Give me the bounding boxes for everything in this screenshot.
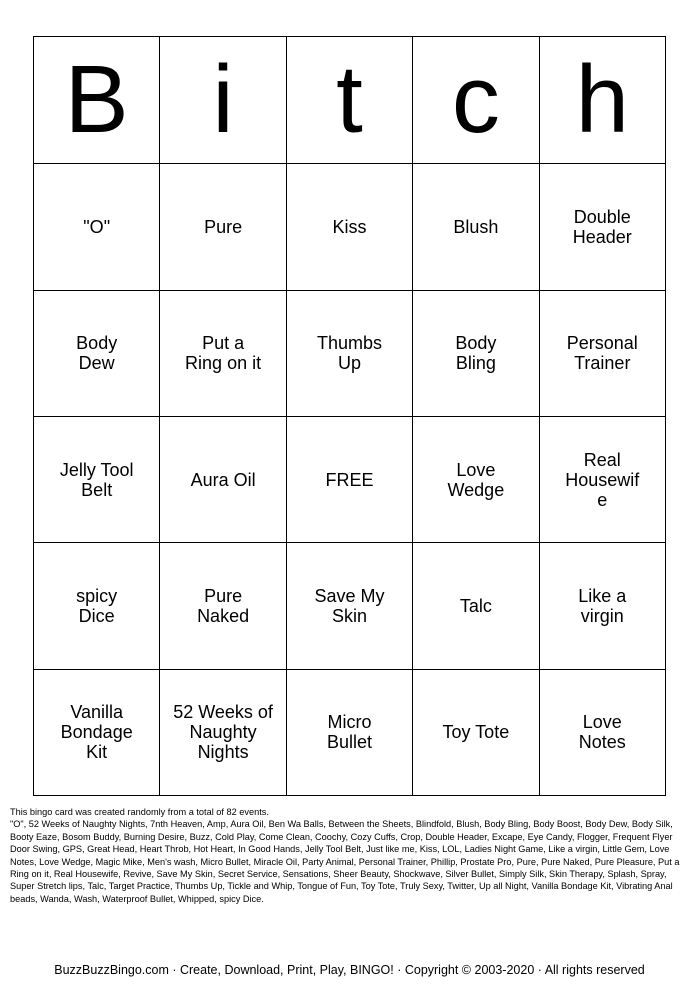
cell-label: Double Header [572,206,632,247]
cell-label: Toy Tote [442,722,510,743]
grid-cell [539,543,665,669]
cell-label: Real Housewife [565,449,640,510]
grid-cell [413,669,539,795]
cell-label: Love Wedge [447,459,505,500]
grid-cell [539,164,665,290]
cell-label: FREE [325,469,374,490]
header-letter-c: c [413,37,539,164]
cell-label: Vanilla Bondage Kit [60,702,133,763]
grid-row-3 [34,416,666,542]
cell-label: 52 Weeks of Naughty Nights [173,702,273,763]
grid-cell [160,164,286,290]
grid-cell [286,543,412,669]
header-letter-i: i [160,37,286,164]
events-info [10,806,690,905]
grid-cell [413,164,539,290]
grid-cell [160,669,286,795]
grid-cell [413,290,539,416]
grid-cell [539,290,665,416]
grid-cell [286,164,412,290]
cell-label: "O" [83,216,111,237]
grid-row-1 [34,164,666,290]
grid-cell [34,164,160,290]
header-letter-b: B [34,37,160,164]
grid-cell [539,669,665,795]
cell-label: Thumbs Up [316,333,382,374]
cell-label: Pure [204,216,243,237]
grid-cell [160,416,286,542]
cell-label: Jelly Tool Belt [59,459,134,500]
header-letter-h: h [539,37,665,164]
grid-cell [286,290,412,416]
cell-label: Save My Skin [314,585,385,626]
cell-label: Talc [459,595,492,616]
grid-cell [286,669,412,795]
cell-label: Personal Trainer [566,333,638,374]
header-row [34,37,666,164]
grid-cell [34,290,160,416]
grid-cell [413,416,539,542]
cell-label: Body Dew [76,333,118,374]
cell-label: Pure Naked [197,585,250,626]
events-list: "O", 52 Weeks of Naughty Nights, 7nth Heaven, Amp, Aura Oil, Ben Wa Balls, Between the Sheets, Blindfold, Blush, Body Bling, Body Boost, Body Dew, Body Silk, Booty Eaze, Bosom Buddy, Burning Desire, Buzz, Cold Play, Come Clean, Coochy, Cozy Cuffs, Crop, Double Header, Excape, Eye Candy, Flogger, Frequent Flyer Door Swing, GPS, Great Head, Heart Throb, Hot Heart, In Good Hands, Jelly Tool Belt, Just like me, Kiss, LOL, Ladies Night Game, Like a virgin, Little Gem, Love Notes, Love Wedge, Magic Mike, Men's wash, Micro Bullet, Miracle Oil, Party Animal, Personal Trainer, Phillip, Prostate Pro, Pure, Pure Naked, Pure Pleasure, Put a Ring on it, Real Housewife, Revive, Save My Skin, Secret Service, Sensations, Sheer Beauty, Shockwave, Silver Bullet, Simply Silk, Skin Therapy, Splash, Spray, Super Stretch lips, Talc, Target Practice, Thumbs Up, Tickle and Whip, Tongue of Fun, Toy Tote, Truly Sexy, Twitter, Up all Night, Vanilla Bondage Kit, Vibrating Anal beads, Wanda, Wash, Waterproof Bullet, Whipped, spicy Dice. [10,819,680,904]
header-letter-t: t [286,37,412,164]
grid-cell [34,543,160,669]
cell-label: Put a Ring on it [185,333,262,374]
cell-label: Like a virgin [578,585,627,626]
cell-label: Kiss [332,216,367,237]
grid-row-4 [34,543,666,669]
grid-cell [34,669,160,795]
free-space [286,416,412,542]
bingo-card [33,36,666,796]
copyright-line: BuzzBuzzBingo.com · Create, Download, Print, Play, BINGO! · Copyright © 2003-2020 · All rights reserved [54,963,645,977]
cell-label: Blush [453,216,499,237]
grid-cell [160,290,286,416]
grid-cell [34,416,160,542]
cell-label: Aura Oil [190,469,256,490]
events-summary: This bingo card was created randomly from a total of 82 events. [10,807,269,817]
cell-label: Micro Bullet [326,712,372,753]
grid-row-5 [34,669,666,795]
grid-row-2 [34,290,666,416]
cell-label: Love Notes [578,712,626,753]
grid-cell [413,543,539,669]
cell-label: spicy Dice [76,585,118,626]
cell-label: Body Bling [455,333,497,374]
grid-cell [539,416,665,542]
grid-cell [160,543,286,669]
